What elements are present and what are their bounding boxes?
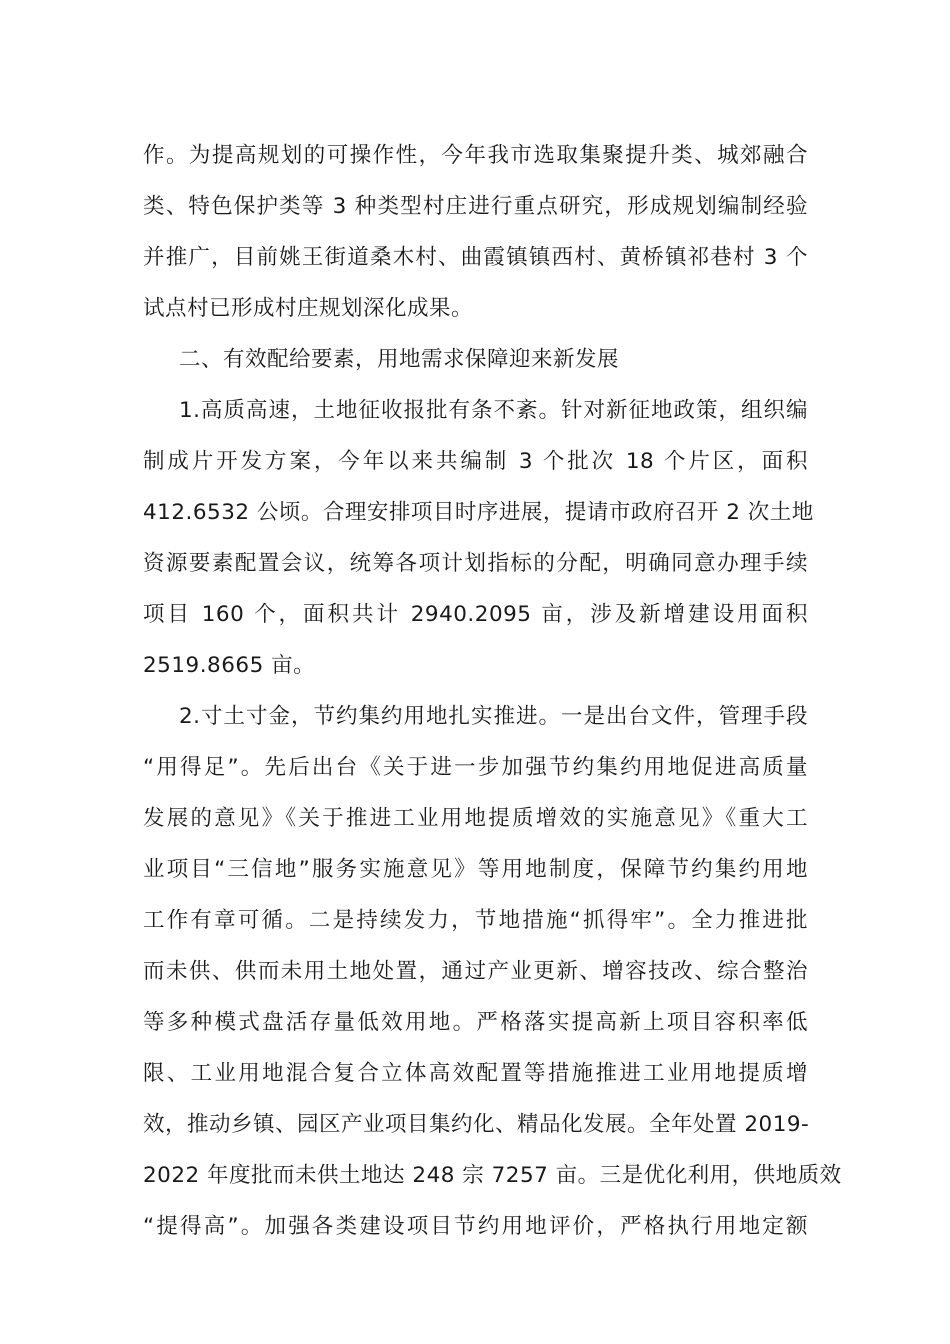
paragraph-3-line-6: 而未供、供而未用土地处置，通过产业更新、增容技改、综合整治 bbox=[143, 959, 808, 984]
paragraph-3-line-7: 等多种模式盘活存量低效用地。严格落实提高新上项目容积率低 bbox=[143, 1010, 808, 1035]
paragraph-3-line-10: 2022 年度批而未供土地达 248 宗 7257 亩。三是优化利用，供地质效 bbox=[143, 1163, 842, 1188]
paragraph-3-line-5: 工作有章可循。二是持续发力，节地措施“抓得牢”。全力推进批 bbox=[143, 908, 808, 933]
paragraph-3-line-4: 业项目“三信地”服务实施意见》等用地制度，保障节约集约用地 bbox=[143, 857, 808, 882]
paragraph-1-line-2: 类、特色保护类等 3 种类型村庄进行重点研究，形成规划编制经验 bbox=[143, 194, 808, 219]
paragraph-3-line-1: 2.寸土寸金，节约集约用地扎实推进。一是出台文件，管理手段 bbox=[179, 704, 808, 729]
paragraph-1-line-1: 作。为提高规划的可操作性，今年我市选取集聚提升类、城郊融合 bbox=[143, 143, 808, 168]
paragraph-3-line-3: 发展的意见》《关于推进工业用地提质增效的实施意见》《重大工 bbox=[143, 806, 808, 831]
paragraph-2-line-1: 1.高质高速，土地征收报批有条不紊。针对新征地政策，组织编 bbox=[179, 398, 808, 423]
paragraph-1-line-4: 试点村已形成村庄规划深化成果。 bbox=[143, 296, 474, 321]
section-heading: 二、有效配给要素，用地需求保障迎来新发展 bbox=[179, 347, 620, 372]
paragraph-2-line-6: 2519.8665 亩。 bbox=[143, 653, 316, 678]
paragraph-2-line-3: 412.6532 公顷。合理安排项目时序进展，提请市政府召开 2 次土地 bbox=[143, 500, 814, 525]
paragraph-2-line-4: 资源要素配置会议，统筹各项计划指标的分配，明确同意办理手续 bbox=[143, 551, 808, 576]
document-body bbox=[143, 138, 842, 1239]
paragraph-3-line-2: “用得足”。先后出台《关于进一步加强节约集约用地促进高质量 bbox=[143, 755, 808, 780]
paragraph-2-line-5: 项目 160 个，面积共计 2940.2095 亩，涉及新增建设用面积 bbox=[143, 602, 808, 627]
paragraph-2-line-2: 制成片开发方案，今年以来共编制 3 个批次 18 个片区，面积 bbox=[143, 449, 808, 474]
paragraph-3-line-8: 限、工业用地混合复合立体高效配置等措施推进工业用地提质增 bbox=[143, 1061, 808, 1086]
paragraph-3-line-9: 效，推动乡镇、园区产业项目集约化、精品化发展。全年处置 2019- bbox=[143, 1112, 810, 1137]
paragraph-3-line-11: “提得高”。加强各类建设项目节约用地评价，严格执行用地定额 bbox=[143, 1214, 808, 1239]
paragraph-1-line-3: 并推广，目前姚王街道桑木村、曲霞镇镇西村、黄桥镇祁巷村 3 个 bbox=[143, 245, 808, 270]
